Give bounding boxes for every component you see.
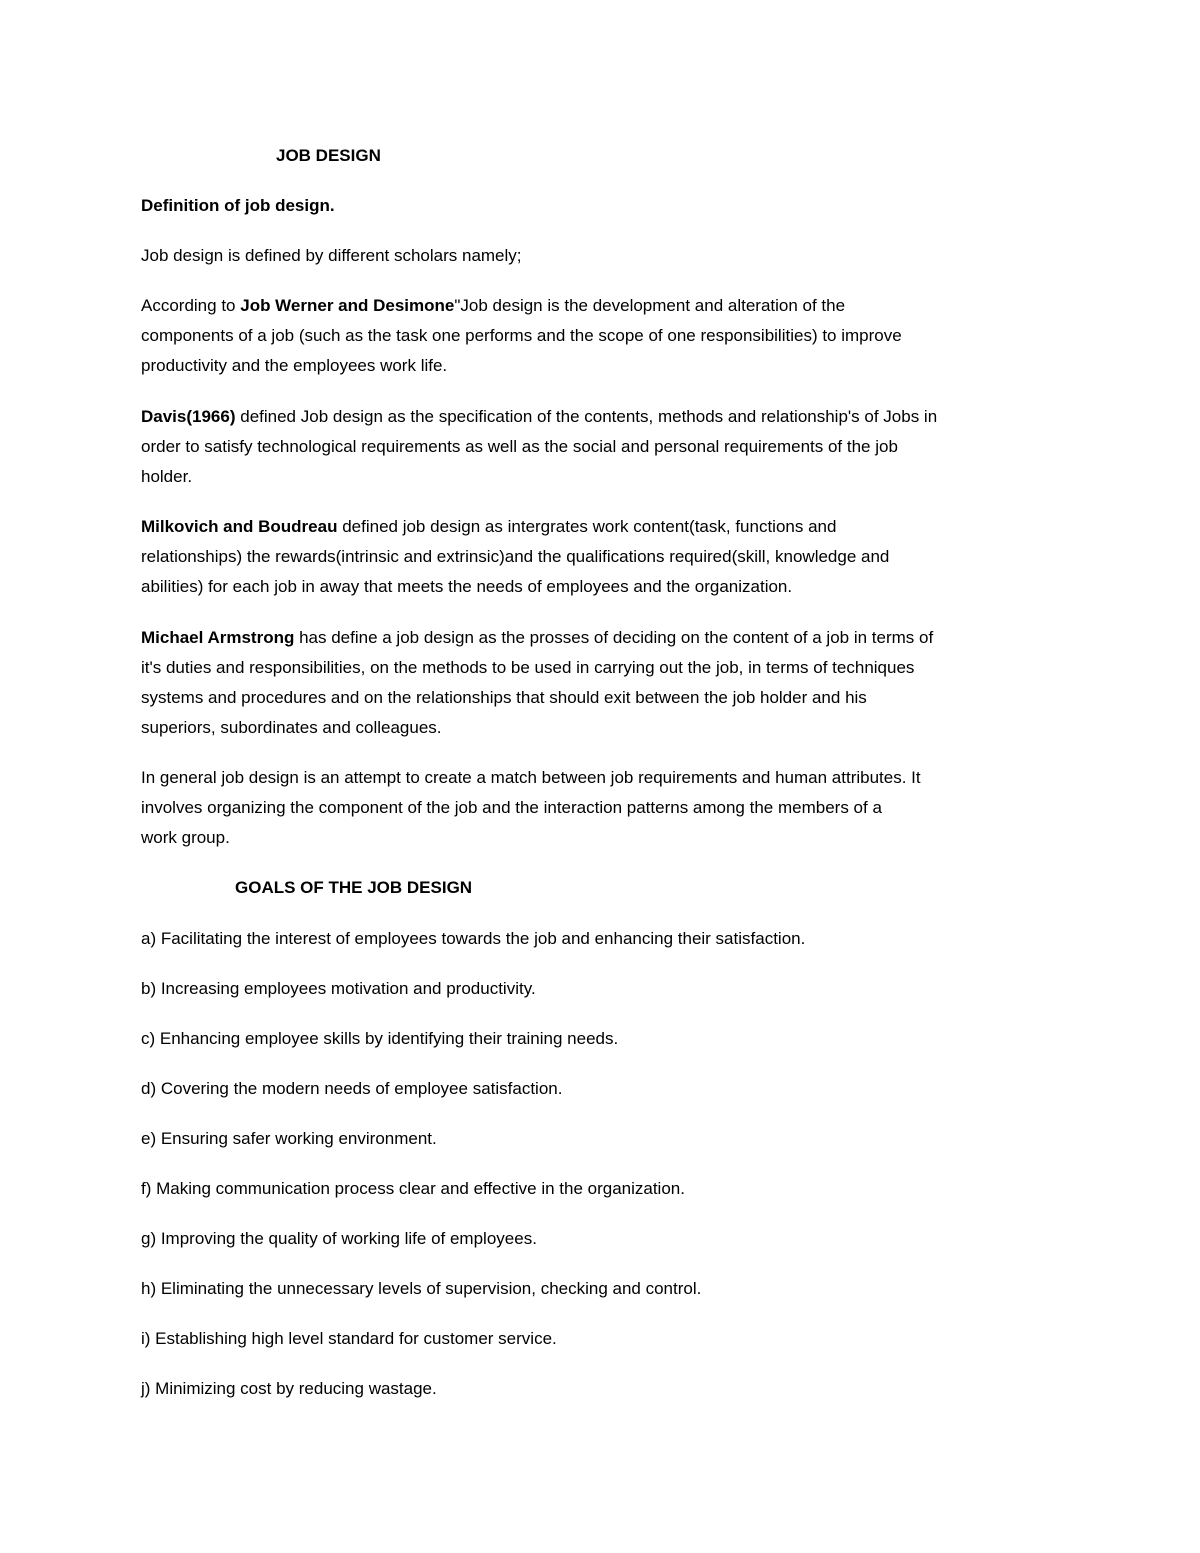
goal-item: d) Covering the modern needs of employee satisfaction. bbox=[141, 1079, 563, 1098]
goal-item: e) Ensuring safer working environment. bbox=[141, 1129, 437, 1148]
milkovich-text: defined job design as intergrates work content(task, functions and bbox=[337, 517, 837, 536]
armstrong-author: Michael Armstrong bbox=[141, 628, 295, 647]
davis-line-3: holder. bbox=[141, 467, 193, 486]
armstrong-line-4: superiors, subordinates and colleagues. bbox=[141, 718, 442, 737]
werner-line-3: productivity and the employees work life. bbox=[141, 356, 448, 375]
werner-author: Job Werner and Desimone bbox=[240, 296, 455, 315]
general-line-1: In general job design is an attempt to create a match between job requirements and human attributes. It bbox=[141, 768, 921, 787]
milkovich-line-3: abilities) for each job in away that meets the needs of employees and the organization. bbox=[141, 577, 793, 596]
goals-heading: GOALS OF THE JOB DESIGN bbox=[235, 878, 473, 897]
armstrong-line-2: it's duties and responsibilities, on the methods to be used in carrying out the job, in terms of techniques bbox=[141, 658, 915, 677]
goal-item: i) Establishing high level standard for customer service. bbox=[141, 1329, 557, 1348]
goal-item: b) Increasing employees motivation and productivity. bbox=[141, 979, 536, 998]
werner-line-2: components of a job (such as the task one performs and the scope of one responsibilities) to improve bbox=[141, 326, 902, 345]
goal-item: c) Enhancing employee skills by identifying their training needs. bbox=[141, 1029, 619, 1048]
milkovich-author: Milkovich and Boudreau bbox=[141, 517, 338, 536]
davis-author: Davis(1966) bbox=[141, 407, 236, 426]
general-line-2: involves organizing the component of the job and the interaction patterns among the members of a bbox=[141, 798, 882, 817]
milkovich-line-2: relationships) the rewards(intrinsic and extrinsic)and the qualifications required(skill, knowledge and bbox=[141, 547, 890, 566]
milkovich-line-1 bbox=[141, 517, 836, 537]
goal-item: f) Making communication process clear and effective in the organization. bbox=[141, 1179, 685, 1198]
goal-item: g) Improving the quality of working life of employees. bbox=[141, 1229, 537, 1248]
armstrong-text: has define a job design as the prosses of deciding on the content of a job in terms of bbox=[294, 628, 934, 647]
armstrong-line-3: systems and procedures and on the relationships that should exit between the job holder and his bbox=[141, 688, 867, 707]
werner-prefix: According to bbox=[141, 296, 241, 315]
armstrong-line-1 bbox=[141, 628, 933, 648]
goal-item: a) Facilitating the interest of employees towards the job and enhancing their satisfaction. bbox=[141, 929, 806, 948]
general-line-3: work group. bbox=[141, 828, 230, 847]
davis-text: defined Job design as the specification of the contents, methods and relationship's of Jobs in bbox=[235, 407, 938, 426]
definition-heading: Definition of job design. bbox=[141, 196, 335, 215]
intro-paragraph: Job design is defined by different scholars namely; bbox=[141, 246, 522, 265]
werner-text: "Job design is the development and alteration of the bbox=[454, 296, 846, 315]
document-title: JOB DESIGN bbox=[276, 146, 381, 165]
goal-item: h) Eliminating the unnecessary levels of supervision, checking and control. bbox=[141, 1279, 702, 1298]
werner-line-1 bbox=[141, 296, 845, 316]
davis-line-2: order to satisfy technological requirements as well as the social and personal requirements of the job bbox=[141, 437, 898, 456]
goal-item: j) Minimizing cost by reducing wastage. bbox=[141, 1379, 437, 1398]
davis-line-1 bbox=[141, 407, 937, 427]
